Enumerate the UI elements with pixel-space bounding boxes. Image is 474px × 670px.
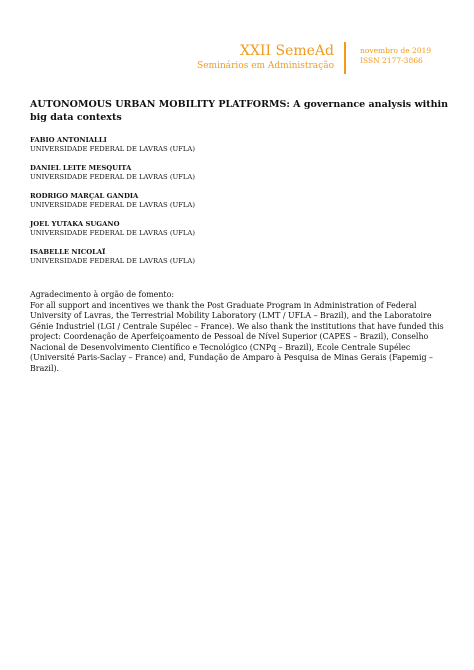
event-title: XXII SemeAd xyxy=(240,43,334,59)
author-affiliation: UNIVERSIDADE FEDERAL DE LAVRAS (UFLA) xyxy=(30,257,195,265)
author-entry xyxy=(30,136,450,154)
acknowledgement-section xyxy=(30,290,450,374)
author-entry xyxy=(30,248,450,266)
author-name: ISABELLE NICOLAÏ xyxy=(30,248,106,256)
author-name: DANIEL LEITE MESQUITA xyxy=(30,164,132,172)
author-entry xyxy=(30,192,450,210)
author-name: JOEL YUTAKA SUGANO xyxy=(30,220,120,228)
header-meta xyxy=(360,46,431,66)
author-name: FABIO ANTONIALLI xyxy=(30,136,107,144)
author-affiliation: UNIVERSIDADE FEDERAL DE LAVRAS (UFLA) xyxy=(30,201,195,209)
author-affiliation: UNIVERSIDADE FEDERAL DE LAVRAS (UFLA) xyxy=(30,173,195,181)
header-divider xyxy=(344,42,346,74)
author-name: RODRIGO MARÇAL GANDIA xyxy=(30,192,139,200)
event-date: novembro de 2019 xyxy=(360,46,432,55)
author-affiliation: UNIVERSIDADE FEDERAL DE LAVRAS (UFLA) xyxy=(30,229,195,237)
issn: ISSN 2177-3866 xyxy=(360,56,423,65)
author-entry xyxy=(30,220,450,238)
conference-header xyxy=(0,40,474,80)
author-affiliation: UNIVERSIDADE FEDERAL DE LAVRAS (UFLA) xyxy=(30,145,195,153)
acknowledgement-heading: Agradecimento à orgão de fomento: xyxy=(30,290,175,299)
event-subtitle: Seminários em Administração xyxy=(197,61,334,71)
author-list xyxy=(30,136,450,276)
acknowledgement-body: For all support and incentives we thank the Post Graduate Program in Administration of Federal University of Lavras, the Terrestrial Mobility Laboratory (LMT / UFLA – Brazil), and the Laboratoire Génie Industriel (LGI / Centrale Supélec – France). We also thank the institutions that have funded this project: Coordenação de Aperfeiçoamento de Pessoal de Nível Superior (CAPES – Brazil), Conselho Nacional de Desenvolvimento Científico e Tecnológico (CNPq – Brazil), Ecole Centrale Supélec (Université Paris-Saclay – France) and, Fundação de Amparo à Pesquisa de Minas Gerais (Fapemig – Brazil). xyxy=(30,300,444,373)
author-entry xyxy=(30,164,450,182)
paper-title: AUTONOMOUS URBAN MOBILITY PLATFORMS: A governance analysis within big data contexts xyxy=(30,99,449,123)
